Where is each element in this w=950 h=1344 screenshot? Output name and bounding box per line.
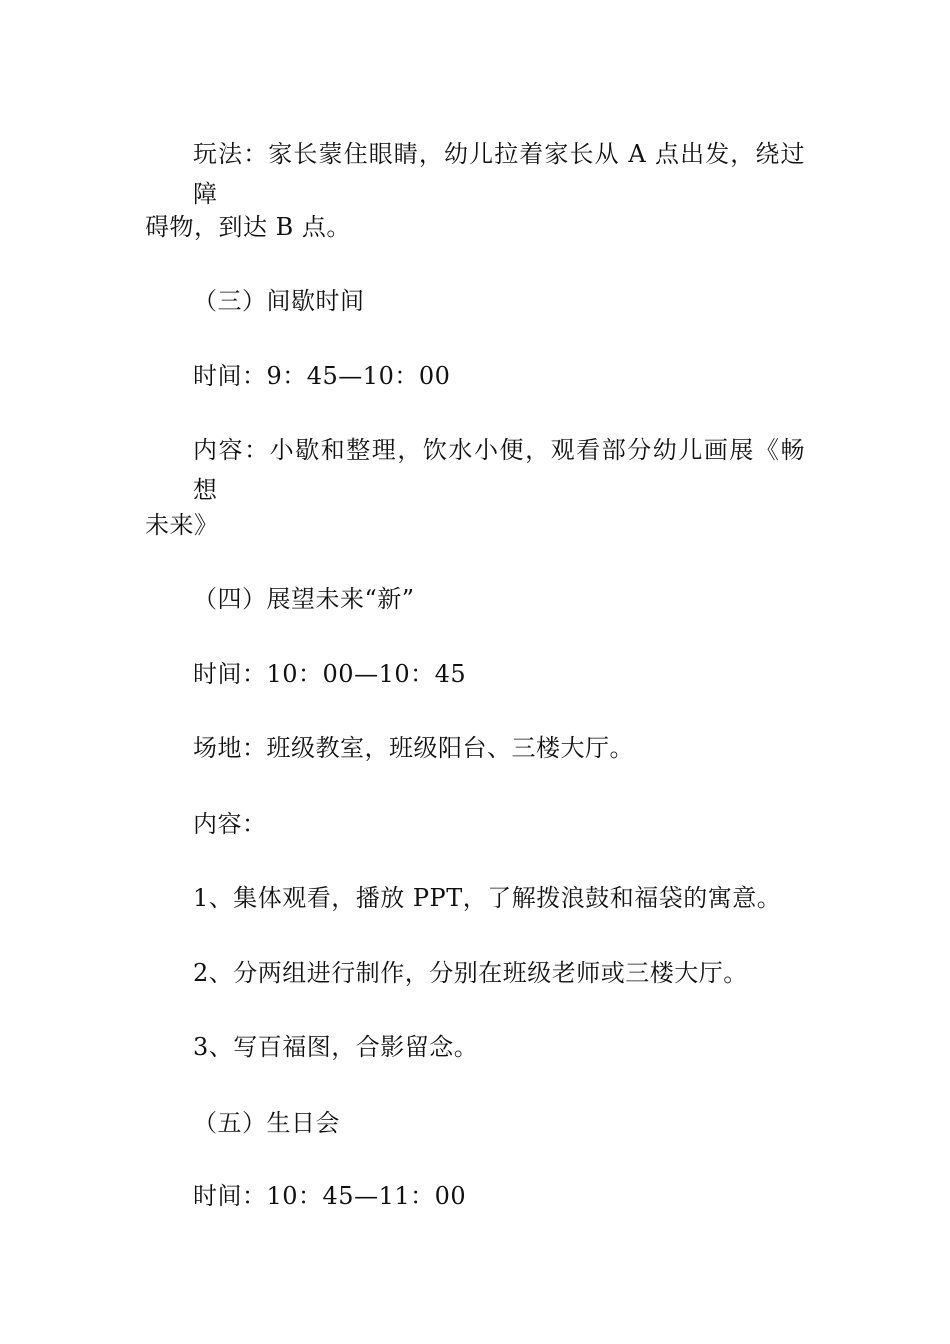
list-item-2: 2、分两组进行制作，分别在班级老师或三楼大厅。 — [193, 959, 748, 987]
break-content: 内容：小歇和整理，饮水小便，观看部分幼儿画展《畅想 — [193, 436, 805, 504]
paragraph-play-method: 玩法：家长蒙住眼睛，幼儿拉着家长从 A 点出发，绕过障 — [193, 140, 805, 208]
paragraph-play-method-continued: 碍物，到达 B 点。 — [145, 213, 351, 241]
future-time-schedule: 时间：10：00—10：45 — [193, 660, 467, 688]
section-heading-future: （四）展望未来“新” — [193, 585, 415, 613]
future-content-label: 内容： — [193, 810, 267, 838]
birthday-time-schedule: 时间：10：45—11：00 — [193, 1182, 467, 1210]
section-heading-birthday: （五）生日会 — [193, 1109, 340, 1137]
list-item-1: 1、集体观看，播放 PPT，了解拨浪鼓和福袋的寓意。 — [193, 884, 782, 912]
section-heading-break-time: （三）间歇时间 — [193, 287, 365, 315]
break-time-schedule: 时间：9：45—10：00 — [193, 362, 451, 390]
break-content-continued: 未来》 — [145, 511, 219, 539]
list-item-3: 3、写百福图，合影留念。 — [193, 1033, 479, 1061]
future-venue: 场地：班级教室，班级阳台、三楼大厅。 — [193, 734, 634, 762]
